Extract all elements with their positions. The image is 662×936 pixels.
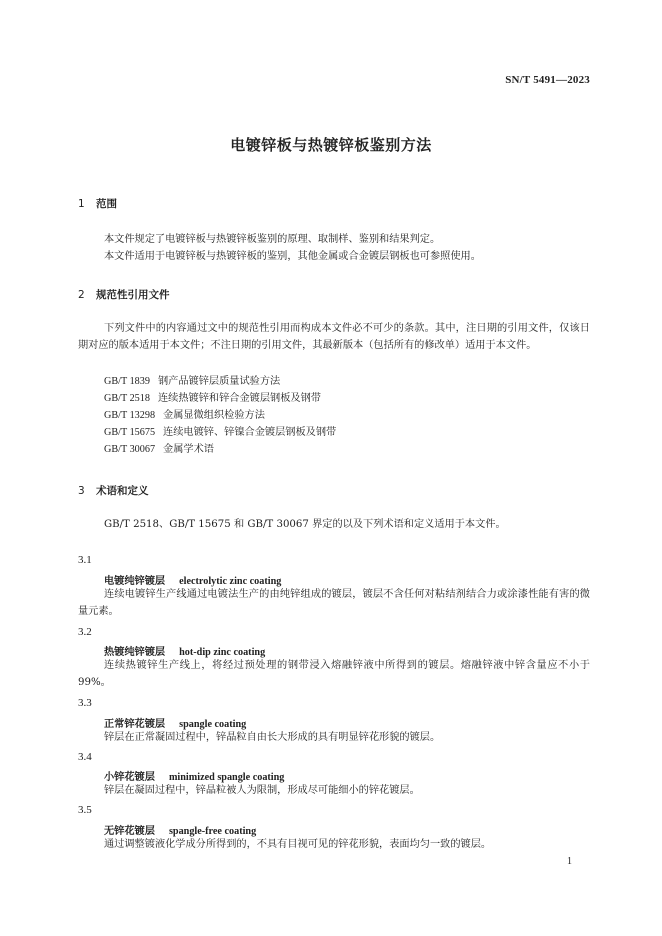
term-chinese: 小锌花镀层 [104,772,155,783]
term-english: electrolytic zinc coating [179,576,282,587]
reference-code: GB/T 30067 [104,444,156,455]
term-number: 3.4 [78,751,92,763]
term-number: 3.1 [78,554,92,566]
reference-item [104,424,336,441]
normative-refs-intro: 下列文件中的内容通过文中的规范性引用而构成本文件必不可少的条款。其中，注日期的引用文件，仅该日期对应的版本适用于本文件；不注日期的引用文件，其最新版本（包括所有的修改单）适用于本文件。 [78,323,590,351]
scope-paragraph-1: 本文件规定了电镀锌板与热镀锌板鉴别的原理、取制样、鉴别和结果判定。 [104,234,441,245]
section-number: 1 [78,198,85,210]
standard-code: SN/T 5491—2023 [505,74,590,86]
section-heading-scope [78,196,117,211]
page-number: 1 [567,856,572,867]
reference-title: 连续电镀锌、锌镍合金镀层钢板及钢带 [163,427,337,438]
term-definition: 通过调整镀液化学成分所得到的，不具有目视可见的锌花形貌，表面均匀一致的镀层。 [104,839,492,850]
terms-intro: GB/T 2518、GB/T 15675 和 GB/T 30067 界定的以及下列术语和定义适用于本文件。 [104,519,506,530]
reference-code: GB/T 15675 [104,427,156,438]
document-title: 电镀锌板与热镀锌板鉴别方法 [230,136,432,154]
reference-title: 金属学术语 [163,444,214,455]
term-definition: 连续热镀锌生产线上，将经过预处理的钢带浸入熔融锌液中所得到的镀层。熔融锌液中锌含量应不小于 99%。 [78,660,590,688]
term-definition: 连续电镀锌生产线通过电镀法生产的由纯锌组成的镀层，镀层不含任何对粘结剂结合力或涂漆性能有害的微量元素。 [78,589,590,617]
reference-item [104,441,214,458]
reference-code: GB/T 13298 [104,410,156,421]
section-heading-terms [78,483,149,498]
reference-code: GB/T 1839 [104,376,150,387]
term-definition: 锌层在凝固过程中，锌晶粒被人为限制，形成尽可能细小的锌花镀层。 [104,785,420,796]
term-number: 3.2 [78,626,92,638]
term-chinese: 无锌花镀层 [104,826,155,837]
term-number: 3.3 [78,697,92,709]
term-definition: 锌层在正常凝固过程中，锌晶粒自由长大形成的具有明显锌花形貌的镀层。 [104,732,441,743]
term-heading [104,715,246,730]
reference-item [104,373,280,390]
section-title: 术语和定义 [96,485,149,497]
term-heading [104,643,265,658]
term-english: spangle-free coating [168,826,257,837]
term-english: hot-dip zinc coating [179,647,266,658]
reference-item [104,407,265,424]
reference-title: 金属显微组织检验方法 [163,410,265,421]
section-number: 3 [78,485,85,497]
reference-code: GB/T 2518 [104,393,150,404]
section-number: 2 [78,289,85,301]
term-chinese: 热镀纯锌镀层 [104,647,166,658]
term-chinese: 正常锌花镀层 [104,719,166,730]
term-heading [104,768,284,783]
section-heading-normative-refs [78,287,170,302]
scope-paragraph-2: 本文件适用于电镀锌板与热镀锌板的鉴别，其他金属或合金镀层钢板也可参照使用。 [104,251,481,262]
term-english: spangle coating [179,719,247,730]
section-title: 规范性引用文件 [96,289,170,301]
reference-title: 连续热镀锌和锌合金镀层钢板及钢带 [157,393,321,404]
term-english: minimized spangle coating [168,772,285,783]
reference-item [104,390,321,407]
term-heading [104,572,281,587]
term-chinese: 电镀纯锌镀层 [104,576,166,587]
section-title: 范围 [96,198,117,210]
reference-title: 钢产品镀锌层质量试验方法 [157,376,281,387]
term-heading [104,822,256,837]
term-number: 3.5 [78,804,92,816]
